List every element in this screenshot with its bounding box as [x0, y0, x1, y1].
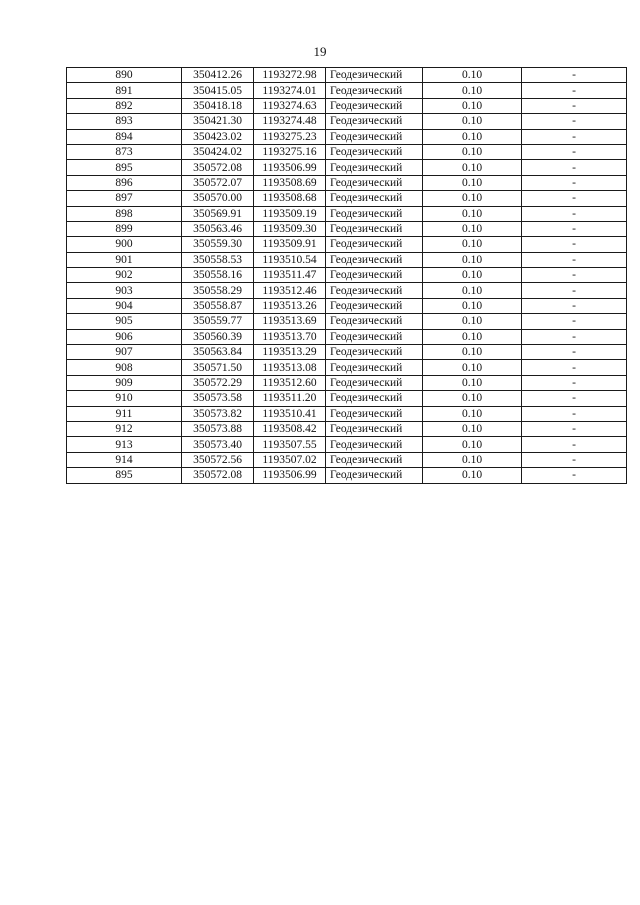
table-row: [67, 406, 627, 421]
method-cell: Геодезический: [326, 129, 423, 144]
accuracy-cell: 0.10: [423, 129, 522, 144]
accuracy-cell: 0.10: [423, 360, 522, 375]
description-cell: -: [522, 283, 627, 298]
point-number-cell: 902: [67, 268, 182, 283]
accuracy-cell: 0.10: [423, 268, 522, 283]
method-cell: Геодезический: [326, 68, 423, 83]
table-row: [67, 114, 627, 129]
method-cell: Геодезический: [326, 437, 423, 452]
point-number-cell: 895: [67, 468, 182, 483]
method-cell: Геодезический: [326, 98, 423, 113]
table-row: [67, 437, 627, 452]
description-cell: -: [522, 191, 627, 206]
table-row: [67, 345, 627, 360]
accuracy-cell: 0.10: [423, 206, 522, 221]
table-row: [67, 68, 627, 83]
x-coordinate-cell: 350418.18: [182, 98, 254, 113]
method-cell: Геодезический: [326, 298, 423, 313]
description-cell: -: [522, 329, 627, 344]
x-coordinate-cell: 350573.40: [182, 437, 254, 452]
method-cell: Геодезический: [326, 329, 423, 344]
accuracy-cell: 0.10: [423, 421, 522, 436]
table-row: [67, 83, 627, 98]
table-row: [67, 191, 627, 206]
table-row: [67, 237, 627, 252]
description-cell: -: [522, 360, 627, 375]
method-cell: Геодезический: [326, 221, 423, 236]
table-row: [67, 98, 627, 113]
accuracy-cell: 0.10: [423, 68, 522, 83]
table-row: [67, 375, 627, 390]
y-coordinate-cell: 1193506.99: [254, 468, 326, 483]
point-number-cell: 901: [67, 252, 182, 267]
point-number-cell: 911: [67, 406, 182, 421]
x-coordinate-cell: 350569.91: [182, 206, 254, 221]
x-coordinate-cell: 350558.53: [182, 252, 254, 267]
y-coordinate-cell: 1193506.99: [254, 160, 326, 175]
point-number-cell: 897: [67, 191, 182, 206]
accuracy-cell: 0.10: [423, 452, 522, 467]
x-coordinate-cell: 350572.29: [182, 375, 254, 390]
method-cell: Геодезический: [326, 268, 423, 283]
accuracy-cell: 0.10: [423, 406, 522, 421]
description-cell: -: [522, 221, 627, 236]
description-cell: -: [522, 98, 627, 113]
accuracy-cell: 0.10: [423, 237, 522, 252]
accuracy-cell: 0.10: [423, 221, 522, 236]
x-coordinate-cell: 350423.02: [182, 129, 254, 144]
x-coordinate-cell: 350573.88: [182, 421, 254, 436]
accuracy-cell: 0.10: [423, 83, 522, 98]
table-row: [67, 268, 627, 283]
y-coordinate-cell: 1193509.91: [254, 237, 326, 252]
point-number-cell: 893: [67, 114, 182, 129]
point-number-cell: 912: [67, 421, 182, 436]
x-coordinate-cell: 350573.58: [182, 391, 254, 406]
x-coordinate-cell: 350572.56: [182, 452, 254, 467]
table-row: [67, 144, 627, 159]
x-coordinate-cell: 350412.26: [182, 68, 254, 83]
method-cell: Геодезический: [326, 237, 423, 252]
table-row: [67, 160, 627, 175]
table-row: [67, 129, 627, 144]
point-number-cell: 909: [67, 375, 182, 390]
accuracy-cell: 0.10: [423, 175, 522, 190]
x-coordinate-cell: 350421.30: [182, 114, 254, 129]
y-coordinate-cell: 1193274.63: [254, 98, 326, 113]
y-coordinate-cell: 1193508.68: [254, 191, 326, 206]
y-coordinate-cell: 1193511.47: [254, 268, 326, 283]
y-coordinate-cell: 1193274.48: [254, 114, 326, 129]
y-coordinate-cell: 1193274.01: [254, 83, 326, 98]
y-coordinate-cell: 1193508.69: [254, 175, 326, 190]
y-coordinate-cell: 1193509.19: [254, 206, 326, 221]
y-coordinate-cell: 1193513.69: [254, 314, 326, 329]
table-row: [67, 360, 627, 375]
table-row: [67, 283, 627, 298]
y-coordinate-cell: 1193510.54: [254, 252, 326, 267]
description-cell: -: [522, 345, 627, 360]
method-cell: Геодезический: [326, 314, 423, 329]
accuracy-cell: 0.10: [423, 314, 522, 329]
description-cell: -: [522, 83, 627, 98]
accuracy-cell: 0.10: [423, 252, 522, 267]
coordinates-table: [66, 67, 627, 484]
description-cell: -: [522, 175, 627, 190]
method-cell: Геодезический: [326, 206, 423, 221]
description-cell: -: [522, 144, 627, 159]
table-row: [67, 252, 627, 267]
description-cell: -: [522, 421, 627, 436]
description-cell: -: [522, 452, 627, 467]
y-coordinate-cell: 1193512.46: [254, 283, 326, 298]
table-row: [67, 221, 627, 236]
x-coordinate-cell: 350558.29: [182, 283, 254, 298]
table-row: [67, 206, 627, 221]
y-coordinate-cell: 1193508.42: [254, 421, 326, 436]
point-number-cell: 904: [67, 298, 182, 313]
method-cell: Геодезический: [326, 375, 423, 390]
method-cell: Геодезический: [326, 144, 423, 159]
table-row: [67, 314, 627, 329]
x-coordinate-cell: 350573.82: [182, 406, 254, 421]
accuracy-cell: 0.10: [423, 283, 522, 298]
point-number-cell: 896: [67, 175, 182, 190]
accuracy-cell: 0.10: [423, 114, 522, 129]
point-number-cell: 913: [67, 437, 182, 452]
y-coordinate-cell: 1193513.26: [254, 298, 326, 313]
point-number-cell: 907: [67, 345, 182, 360]
point-number-cell: 910: [67, 391, 182, 406]
y-coordinate-cell: 1193507.55: [254, 437, 326, 452]
y-coordinate-cell: 1193512.60: [254, 375, 326, 390]
accuracy-cell: 0.10: [423, 298, 522, 313]
y-coordinate-cell: 1193275.23: [254, 129, 326, 144]
method-cell: Геодезический: [326, 160, 423, 175]
x-coordinate-cell: 350563.46: [182, 221, 254, 236]
x-coordinate-cell: 350571.50: [182, 360, 254, 375]
description-cell: -: [522, 268, 627, 283]
y-coordinate-cell: 1193272.98: [254, 68, 326, 83]
x-coordinate-cell: 350424.02: [182, 144, 254, 159]
method-cell: Геодезический: [326, 421, 423, 436]
x-coordinate-cell: 350572.07: [182, 175, 254, 190]
method-cell: Геодезический: [326, 452, 423, 467]
method-cell: Геодезический: [326, 345, 423, 360]
y-coordinate-cell: 1193513.70: [254, 329, 326, 344]
point-number-cell: 899: [67, 221, 182, 236]
description-cell: -: [522, 406, 627, 421]
accuracy-cell: 0.10: [423, 375, 522, 390]
method-cell: Геодезический: [326, 191, 423, 206]
y-coordinate-cell: 1193511.20: [254, 391, 326, 406]
point-number-cell: 890: [67, 68, 182, 83]
method-cell: Геодезический: [326, 360, 423, 375]
table-body: [67, 68, 627, 484]
point-number-cell: 900: [67, 237, 182, 252]
y-coordinate-cell: 1193507.02: [254, 452, 326, 467]
y-coordinate-cell: 1193510.41: [254, 406, 326, 421]
y-coordinate-cell: 1193513.29: [254, 345, 326, 360]
point-number-cell: 894: [67, 129, 182, 144]
description-cell: -: [522, 298, 627, 313]
point-number-cell: 906: [67, 329, 182, 344]
method-cell: Геодезический: [326, 391, 423, 406]
table-row: [67, 452, 627, 467]
table-row: [67, 329, 627, 344]
table-row: [67, 298, 627, 313]
table-row: [67, 468, 627, 483]
point-number-cell: 905: [67, 314, 182, 329]
point-number-cell: 903: [67, 283, 182, 298]
accuracy-cell: 0.10: [423, 98, 522, 113]
point-number-cell: 892: [67, 98, 182, 113]
accuracy-cell: 0.10: [423, 329, 522, 344]
point-number-cell: 891: [67, 83, 182, 98]
description-cell: -: [522, 314, 627, 329]
x-coordinate-cell: 350572.08: [182, 468, 254, 483]
description-cell: -: [522, 206, 627, 221]
x-coordinate-cell: 350415.05: [182, 83, 254, 98]
accuracy-cell: 0.10: [423, 468, 522, 483]
point-number-cell: 873: [67, 144, 182, 159]
description-cell: -: [522, 160, 627, 175]
point-number-cell: 914: [67, 452, 182, 467]
description-cell: -: [522, 68, 627, 83]
method-cell: Геодезический: [326, 175, 423, 190]
table-row: [67, 391, 627, 406]
x-coordinate-cell: 350570.00: [182, 191, 254, 206]
method-cell: Геодезический: [326, 468, 423, 483]
x-coordinate-cell: 350559.77: [182, 314, 254, 329]
method-cell: Геодезический: [326, 83, 423, 98]
x-coordinate-cell: 350560.39: [182, 329, 254, 344]
table-row: [67, 175, 627, 190]
description-cell: -: [522, 391, 627, 406]
table-row: [67, 421, 627, 436]
description-cell: -: [522, 252, 627, 267]
y-coordinate-cell: 1193509.30: [254, 221, 326, 236]
description-cell: -: [522, 375, 627, 390]
accuracy-cell: 0.10: [423, 391, 522, 406]
point-number-cell: 895: [67, 160, 182, 175]
method-cell: Геодезический: [326, 283, 423, 298]
accuracy-cell: 0.10: [423, 144, 522, 159]
y-coordinate-cell: 1193513.08: [254, 360, 326, 375]
description-cell: -: [522, 468, 627, 483]
description-cell: -: [522, 129, 627, 144]
point-number-cell: 908: [67, 360, 182, 375]
method-cell: Геодезический: [326, 114, 423, 129]
x-coordinate-cell: 350558.87: [182, 298, 254, 313]
description-cell: -: [522, 437, 627, 452]
x-coordinate-cell: 350558.16: [182, 268, 254, 283]
point-number-cell: 898: [67, 206, 182, 221]
description-cell: -: [522, 237, 627, 252]
method-cell: Геодезический: [326, 252, 423, 267]
x-coordinate-cell: 350559.30: [182, 237, 254, 252]
x-coordinate-cell: 350572.08: [182, 160, 254, 175]
y-coordinate-cell: 1193275.16: [254, 144, 326, 159]
accuracy-cell: 0.10: [423, 437, 522, 452]
page-number: 19: [313, 44, 327, 59]
accuracy-cell: 0.10: [423, 191, 522, 206]
accuracy-cell: 0.10: [423, 160, 522, 175]
method-cell: Геодезический: [326, 406, 423, 421]
x-coordinate-cell: 350563.84: [182, 345, 254, 360]
accuracy-cell: 0.10: [423, 345, 522, 360]
description-cell: -: [522, 114, 627, 129]
